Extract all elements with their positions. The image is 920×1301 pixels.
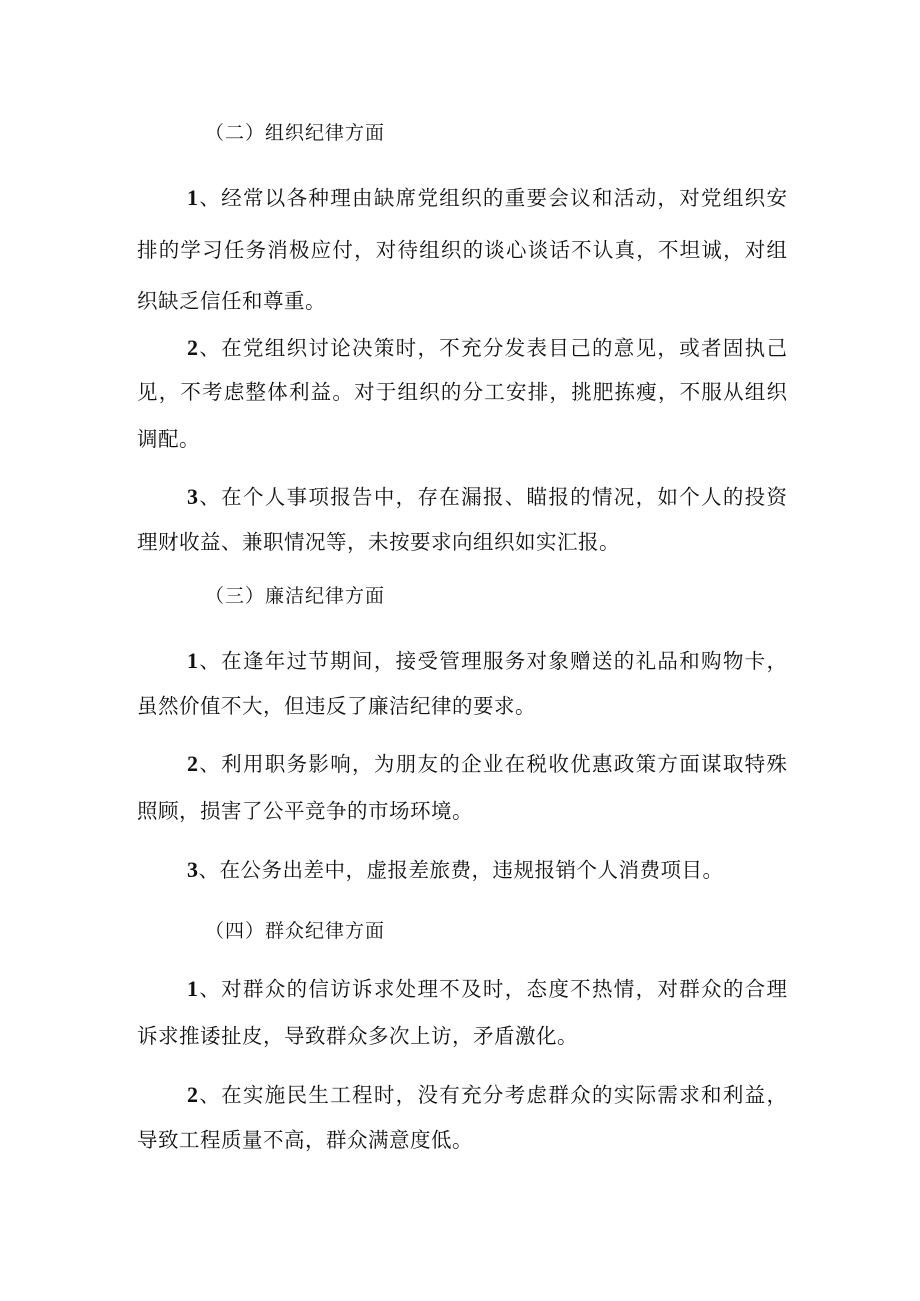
paragraph-line [187,974,787,1004]
paragraph-line [187,333,787,363]
line-text: 、在个人事项报告中，存在漏报、瞄报的情况，如个人的投资 [198,485,787,509]
item-number: 1 [187,648,198,673]
paragraph-line: 导致工程质量不高，群众满意度低。 [137,1128,473,1152]
paragraph-line [187,183,787,213]
paragraph-line: 织缺乏信任和尊重。 [137,289,326,313]
line-text: 、在实施民生工程时，没有充分考虑群众的实际需求和利益， [198,1083,787,1107]
paragraph-line [187,855,724,885]
item-number: 3 [187,484,198,509]
line-text: 、利用职务影响，为朋友的企业在税收优惠政策方面谋取特殊 [198,752,787,776]
line-text: 、经常以各种理由缺席党组织的重要会议和活动，对党组织安 [198,186,787,210]
paragraph-line: 排的学习任务消极应付，对待组织的谈心谈话不认真，不坦诚，对组 [137,238,787,262]
section-heading-organization: （二）组织纪律方面 [205,122,386,144]
line-text: 、对群众的信访诉求处理不及时，态度不热情，对群众的合理 [198,977,787,1001]
paragraph-line: 诉求推诿扯皮，导致群众多次上访，矛盾激化。 [137,1024,578,1048]
paragraph-line: 见，不考虑整体利益。对于组织的分工安排，挑肥拣瘦，不服从组织 [137,380,787,404]
line-text: 、在党组织讨论决策时，不充分发表目己的意见，或者固执己 [198,336,787,360]
item-number: 1 [187,185,198,210]
paragraph-line: 照顾，损害了公平竞争的市场环境。 [137,799,473,823]
paragraph-line: 理财收益、兼职情况等，未按要求向组织如实汇报。 [137,530,620,554]
section-heading-mass: （四）群众纪律方面 [205,920,386,942]
section-heading-integrity: （三）廉洁纪律方面 [205,585,386,607]
paragraph-line: 虽然价值不大，但违反了廉洁纪律的要求。 [137,694,536,718]
paragraph-line [187,646,787,676]
item-number: 3 [187,857,199,882]
paragraph-line [187,1080,787,1110]
paragraph-line: 调配。 [137,427,200,451]
paragraph-line [187,749,787,779]
item-number: 2 [187,751,198,776]
item-number: 2 [187,335,198,360]
item-number: 1 [187,976,198,1001]
paragraph-line [187,482,787,512]
item-number: 2 [187,1082,198,1107]
line-text: 、在逢年过节期间，接受管理服务对象赠送的礼品和购物卡， [198,649,787,673]
line-text: 、在公务出差中，虚报差旅费，违规报销个人消费项目。 [198,858,724,882]
